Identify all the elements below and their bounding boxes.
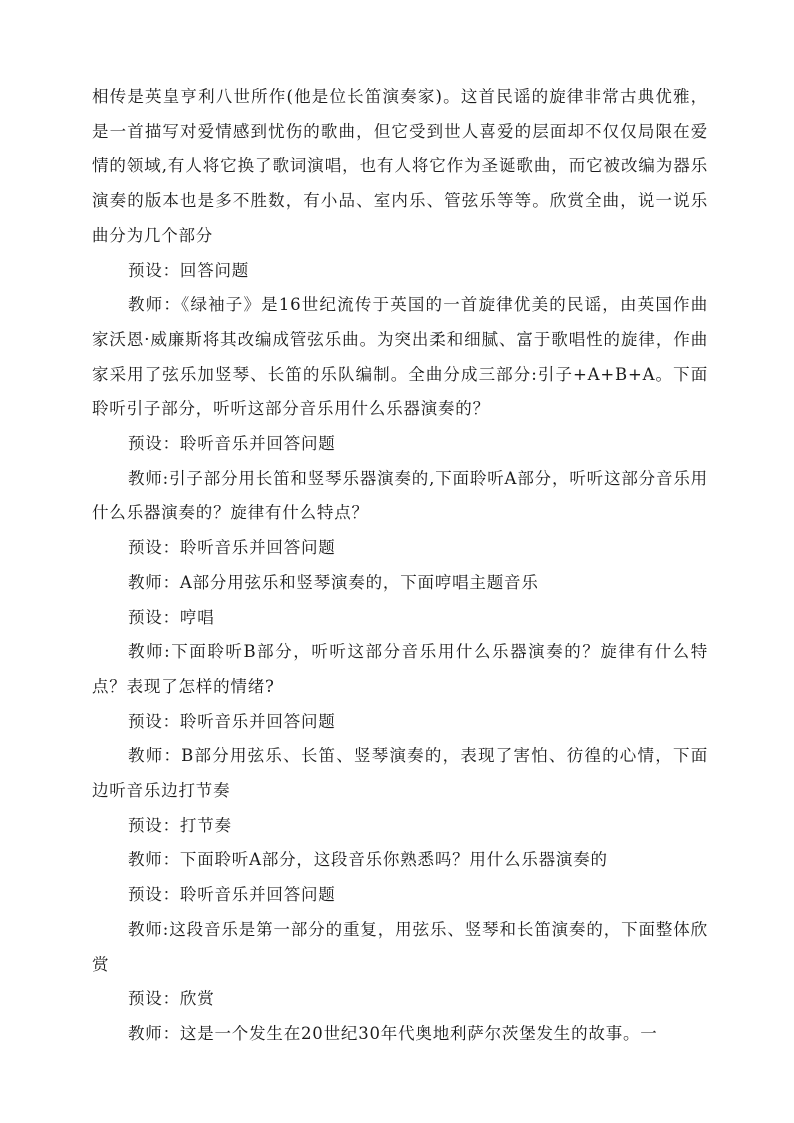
paragraph-intro: 相传是英皇亨利八世所作(他是位长笛演奏家)。这首民谣的旋律非常古典优雅，是一首描写对爱情感到忧伤的歌曲，但它受到世人喜爱的层面却不仅仅局限在爱情的领域,有人将它换了歌词演唱，也有人将它作为圣诞歌曲，而它被改编为器乐演奏的版本也是多不胜数，有小品、室内乐、管弦乐等等。欣赏全曲，说一说乐曲分为几个部分 [92,87,708,245]
paragraph-preset-6: 预设：打节奏 [128,815,232,835]
paragraph-teacher-8: 教师：这是一个发生在20世纪30年代奥地利萨尔茨堡发生的故事。一 [128,1023,658,1043]
paragraph-preset-8: 预设：欣赏 [128,989,215,1009]
paragraph-preset-2: 预设：聆听音乐并回答问题 [128,434,336,454]
paragraph-teacher-6: 教师：下面聆听A部分，这段音乐你熟悉吗？用什么乐器演奏的 [128,850,608,870]
paragraph-preset-4: 预设：哼唱 [128,607,215,627]
paragraph-preset-7: 预设：聆听音乐并回答问题 [128,885,336,905]
paragraph-teacher-1: 教师：《绿袖子》是16世纪流传于英国的一首旋律优美的民谣，由英国作曲家沃恩·威廉斯将其改编成管弦乐曲。为突出柔和细腻、富于歌唱性的旋律，作曲家采用了弦乐加竖琴、长笛的乐队编制。全曲分成三部分:引子+A+B+A。下面聆听引子部分，听听这部分音乐用什么乐器演奏的？ [92,295,708,419]
paragraph-teacher-5: 教师：B部分用弦乐、长笛、竖琴演奏的，表现了害怕、彷徨的心情，下面边听音乐边打节奏 [92,746,708,801]
paragraph-teacher-7: 教师:这段音乐是第一部分的重复，用弦乐、竖琴和长笛演奏的，下面整体欣赏 [92,919,708,974]
paragraph-preset-3: 预设：聆听音乐并回答问题 [128,538,336,558]
paragraph-teacher-4: 教师:下面聆听B部分，听听这部分音乐用什么乐器演奏的？旋律有什么特点？表现了怎样的情绪? [92,642,708,696]
paragraph-preset-5: 预设：聆听音乐并回答问题 [128,711,336,731]
paragraph-teacher-3: 教师：A部分用弦乐和竖琴演奏的，下面哼唱主题音乐 [128,572,539,592]
paragraph-preset-1: 预设：回答问题 [128,260,250,280]
paragraph-teacher-2: 教师:引子部分用长笛和竖琴乐器演奏的,下面聆听A部分，听听这部分音乐用什么乐器演奏的？旋律有什么特点？ [92,468,708,523]
